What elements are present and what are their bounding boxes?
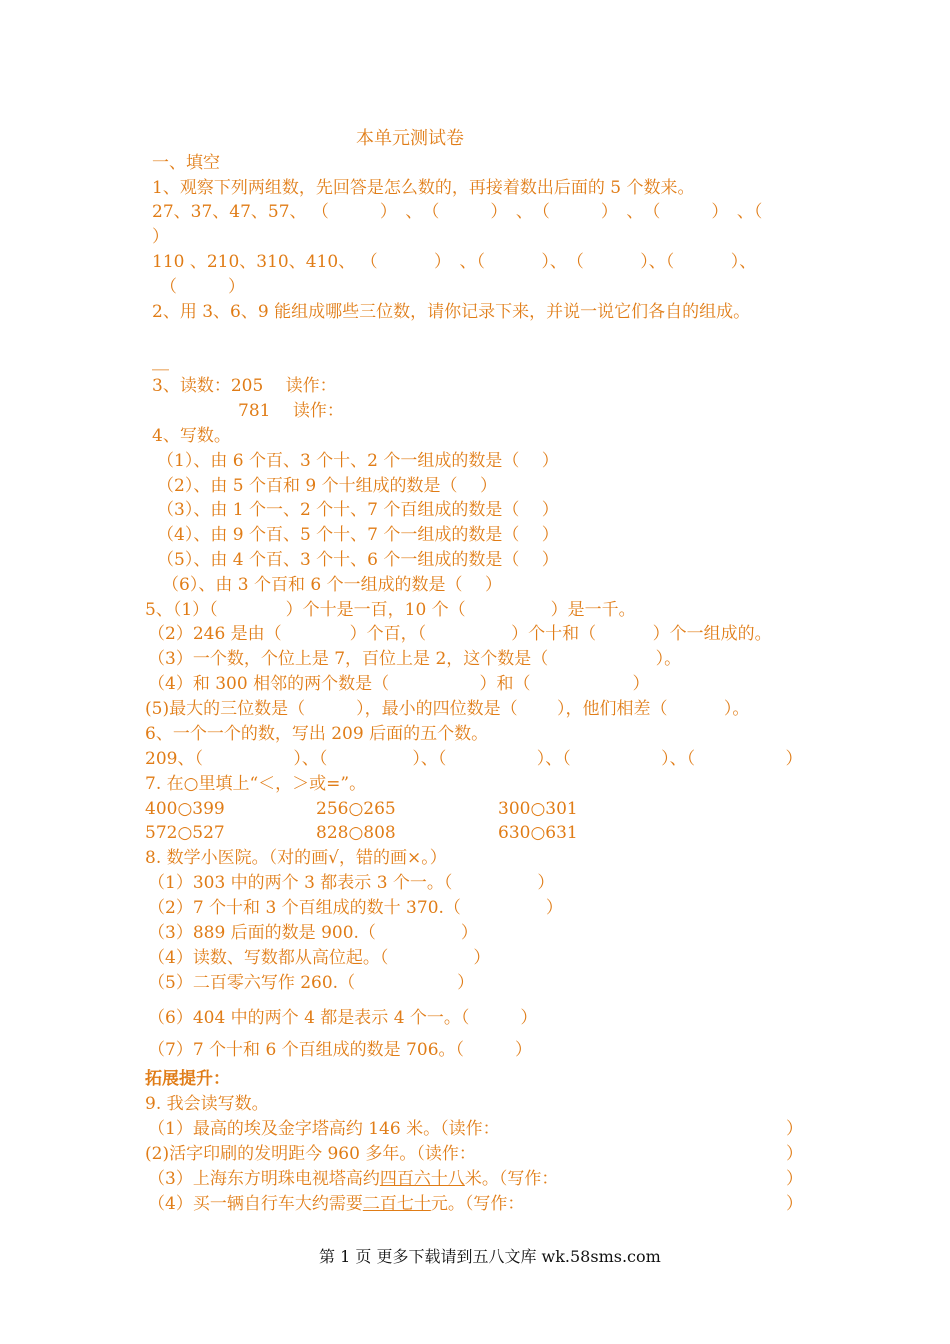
question-8-item: （6）404 中的两个 4 都是表示 4 个一。（ ） <box>148 1008 538 1028</box>
section-heading-fill-blank: 一、填空 <box>152 153 220 173</box>
question-1-row-1: 27、37、47、57、 （ ） 、 （ ） 、 （ ） 、 （ ） 、（ <box>152 202 763 222</box>
question-1-row-2: 110 、210、310、410、 （ ） 、（ ）、 （ ）、（ ）、 <box>152 252 757 272</box>
question-2-text: 2、用 3、6、9 能组成哪些三位数，请你记录下来，并说一说它们各自的组成。 <box>152 302 751 322</box>
question-9-text: 米。（写作： <box>464 1169 559 1189</box>
comparison-item: 630○631 <box>498 823 578 843</box>
question-9-text: （4）买一辆自行车大约需要 <box>148 1194 363 1214</box>
question-4-item: （3）、由 1 个一、2 个十、7 个百组成的数是（ ） <box>157 500 559 520</box>
question-9-item <box>145 1143 476 1165</box>
question-4-item: （5）、由 4 个百、3 个十、6 个一组成的数是（ ） <box>157 550 559 570</box>
question-9-text: (2)活字印刷的发明距今 960 多年。（读作： <box>145 1144 476 1164</box>
question-4-item: （2）、由 5 个百和 9 个十组成的数是（ ） <box>157 476 497 496</box>
question-5-item: （3）一个数，个位上是 7，百位上是 2，这个数是（ ）。 <box>148 649 682 669</box>
question-9-item <box>148 1118 500 1140</box>
question-3-line-2: 781 读作： <box>238 401 344 421</box>
question-8-heading: 8. 数学小医院。（对的画√，错的画×。） <box>145 848 447 868</box>
question-9-item <box>148 1168 558 1190</box>
question-8-item: （4）读数、写数都从高位起。（ ） <box>148 948 491 968</box>
question-8-item: （7）7 个十和 6 个百组成的数是 706。（ ） <box>148 1040 533 1060</box>
extension-heading: 拓展提升： <box>145 1069 230 1089</box>
question-5-item: （2）246 是由（ ）个百，（ ）个十和（ ）个一组成的。 <box>148 624 772 644</box>
comparison-item: 300○301 <box>498 799 578 819</box>
question-3-line-1: 3、读数：205 读作： <box>152 376 337 396</box>
question-1-row-2-cont: （ ） <box>160 277 245 297</box>
question-4-item: （1）、由 6 个百、3 个十、2 个一组成的数是（ ） <box>157 451 559 471</box>
question-5-item: (5)最大的三位数是（ ），最小的四位数是（ ），他们相差（ ）。 <box>145 699 750 719</box>
question-9-text: （1）最高的埃及金字塔高约 146 米。（读作： <box>148 1119 500 1139</box>
comparison-item: 572○527 <box>145 823 225 843</box>
question-8-item: （5）二百零六写作 260.（ ） <box>148 973 475 993</box>
comparison-item: 256○265 <box>316 799 396 819</box>
comparison-item: 400○399 <box>145 799 225 819</box>
closing-paren: ） <box>786 1144 803 1164</box>
question-4-heading: 4、写数。 <box>152 426 231 446</box>
question-8-item: （3）889 后面的数是 900.（ ） <box>148 923 478 943</box>
comparison-item: 828○808 <box>316 823 396 843</box>
page-footer: 第 1 页 更多下载请到五八文库 wk.58sms.com <box>319 1247 661 1266</box>
question-5-item: 5、（1）（ ）个十是一百，10 个（ ）是一千。 <box>145 600 636 620</box>
underlined-number-words: 二百七十 <box>362 1194 431 1214</box>
question-1-text: 1、观察下列两组数，先回答是怎么数的，再接着数出后面的 5 个数来。 <box>152 178 695 198</box>
question-4-item: （4）、由 9 个百、5 个十、7 个一组成的数是（ ） <box>157 525 559 545</box>
question-2-blank: ＿ <box>152 353 169 373</box>
question-9-item <box>148 1193 524 1215</box>
question-8-item: （2）7 个十和 3 个百组成的数十 370.（ ） <box>148 898 563 918</box>
closing-paren: ） <box>786 1119 803 1139</box>
question-9-text: 元。（写作： <box>430 1194 525 1214</box>
closing-paren: ） <box>786 1194 803 1214</box>
question-4-item: （6）、由 3 个百和 6 个一组成的数是（ ） <box>162 575 502 595</box>
question-1-row-1-cont: ） <box>152 227 169 247</box>
question-7-heading: 7. 在○里填上“＜，＞或=”。 <box>145 774 367 794</box>
closing-paren: ） <box>786 1169 803 1189</box>
question-5-item: （4）和 300 相邻的两个数是（ ）和（ ） <box>148 674 650 694</box>
underlined-number-words: 四百六十八 <box>379 1169 465 1189</box>
page-title: 本单元测试卷 <box>356 128 464 149</box>
question-6-row: 209、（ ）、（ ）、（ ）、（ ）、（ ） <box>145 749 803 769</box>
question-9-text: （3）上海东方明珠电视塔高约 <box>148 1169 380 1189</box>
question-8-item: （1）303 中的两个 3 都表示 3 个一。（ ） <box>148 873 555 893</box>
question-6-heading: 6、一个一个的数，写出 209 后面的五个数。 <box>145 724 489 744</box>
question-9-heading: 9. 我会读写数。 <box>145 1094 269 1114</box>
